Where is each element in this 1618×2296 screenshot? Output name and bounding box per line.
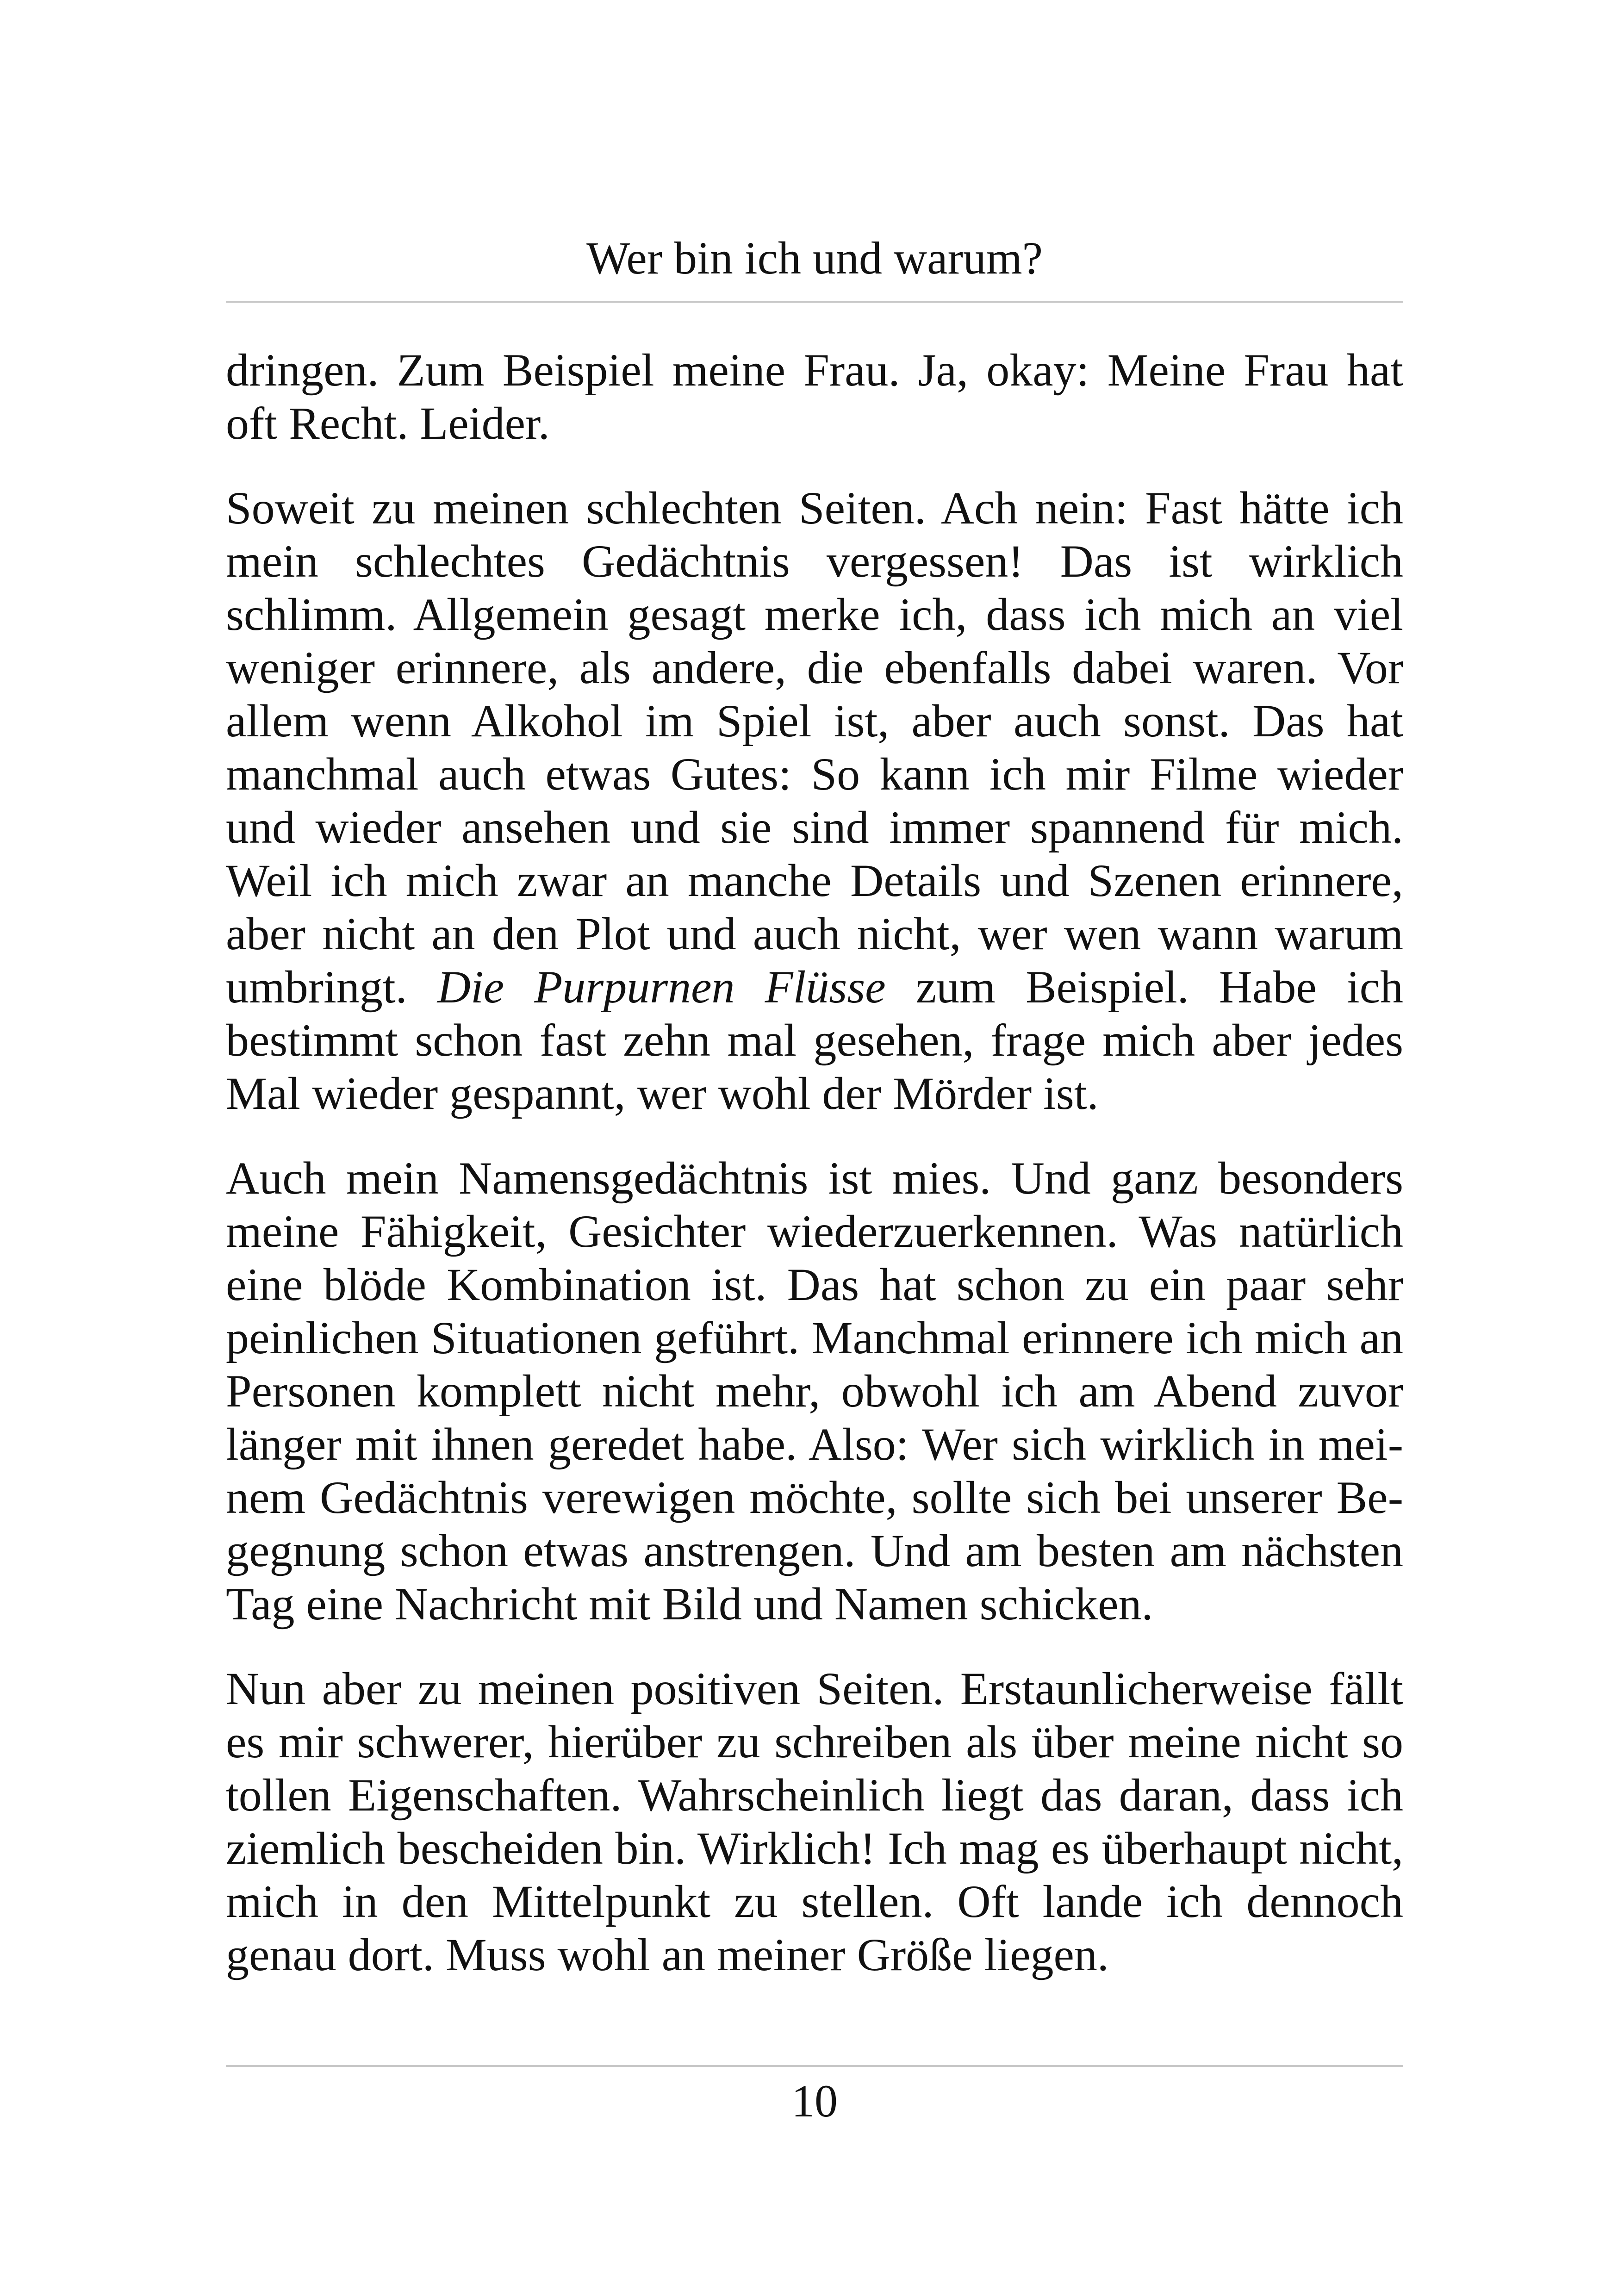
footer-divider [226,2065,1403,2067]
running-header-title: Wer bin ich und warum? [586,232,1043,284]
paragraph-4: Nun aber zu meinen positiven Seiten. Erstaunlicherweise fällt es mir schwerer, hierüber zu schreiben als über meine nicht so tollen Eigenschaften. Wahrscheinlich liegt das daran, dass ich ziemlich bescheiden bin. Wirklich! Ich mag es überhaupt nicht, mich in den Mittelpunkt zu stellen. Oft lande ich dennoch genau dort. Muss wohl an meiner Größe liegen. [226,1663,1403,1980]
paragraph-2-text-start: Soweit zu meinen schlechten Seiten. Ach nein: Fast hätte ich mein schlechtes Gedächtnis vergessen! Das ist wirklich schlimm. Allgemein gesagt merke ich, dass ich mich an viel weniger erinnere, als andere, die ebenfalls dabei waren. Vor allem wenn Alkohol im Spiel ist, aber auch sonst. Das hat manchmal auch etwas Gutes: So kann ich mir Filme wieder und wieder ansehen und sie sind immer spannend für mich. Weil ich mich zwar an manche Details und Szenen erinnere, aber nicht an den Plot und auch nicht, wer wen wann warum umbringt. [226,482,1403,1013]
paragraph-1: dringen. Zum Beispiel meine Frau. Ja, okay: Meine Frau hat oft Recht. Leider. [226,344,1403,449]
paragraph-2-text-end: zum Beispiel. Habe ich bestimmt schon fast zehn mal gesehen, frage mich aber jedes Mal wieder gespannt, wer wohl der Mörder ist. [226,961,1403,1119]
page-number: 10 [791,2075,838,2127]
paragraph-2 [226,481,1403,1120]
header-divider [226,301,1403,303]
body-text [226,343,1403,2013]
film-title: Die Purpurnen Flüsse [437,961,886,1013]
paragraph-3: Auch mein Namensgedächtnis ist mies. Und ganz besonders meine Fähigkeit, Gesichter wiederzuerkennen. Was natürlich eine blöde Kombination ist. Das hat schon zu ein paar sehr peinlichen Situationen geführt. Manchmal erinnere ich mich an Personen komplett nicht mehr, obwohl ich am Abend zuvor länger mit ihnen geredet habe. Also: Wer sich wirklich in meinem Gedächtnis verewigen möchte, sollte sich bei unserer Begegnung schon etwas anstrengen. Und am besten am nächsten Tag eine Nachricht mit Bild und Namen schicken. [226,1152,1403,1630]
